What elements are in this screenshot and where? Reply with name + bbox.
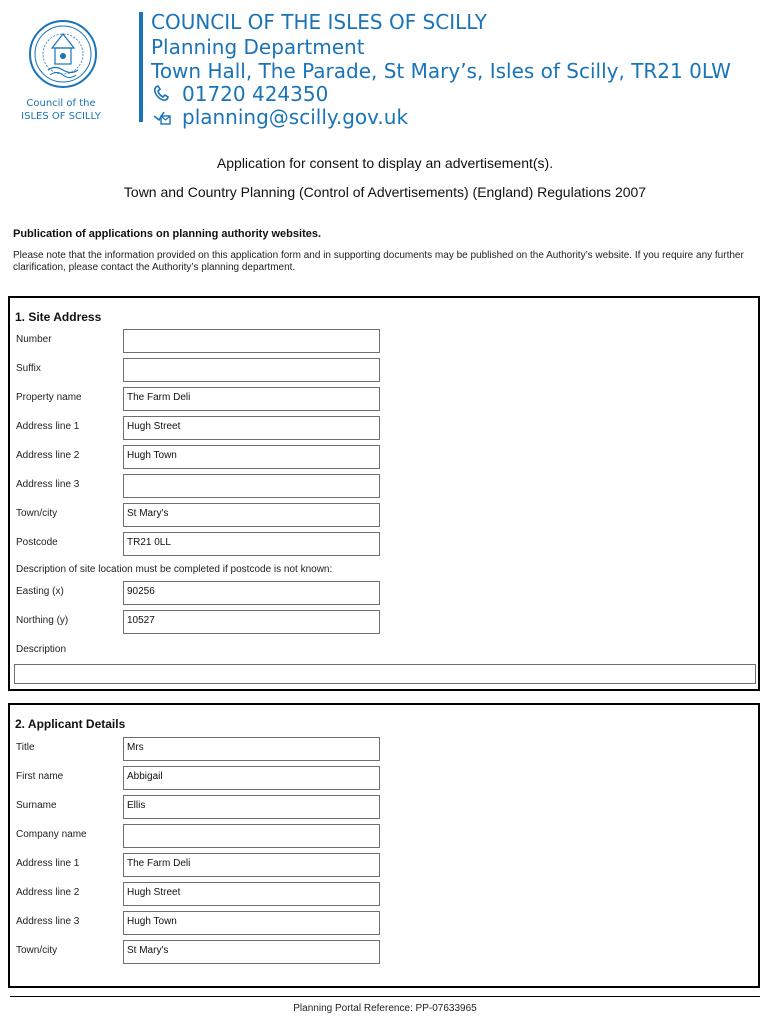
applicant-address-line1-field[interactable]: The Farm Deli <box>123 853 380 877</box>
section-title: 1. Site Address <box>15 310 102 324</box>
applicant-address-line2-field[interactable]: Hugh Street <box>123 882 380 906</box>
field-label: Address line 3 <box>16 479 80 490</box>
field-label: Description <box>16 644 67 655</box>
applicant-details-section <box>8 703 760 988</box>
applicant-town-city-field[interactable]: St Mary's <box>123 940 380 964</box>
field-label: Title <box>16 742 35 753</box>
email-address[interactable]: planning@scilly.gov.uk <box>182 105 409 129</box>
form-title: Application for consent to display an advertisement(s). <box>216 155 554 171</box>
company-name-field[interactable] <box>123 824 380 848</box>
surname-field[interactable]: Ellis <box>123 795 380 819</box>
department-name: Planning Department <box>151 35 365 59</box>
field-label: Property name <box>16 392 82 403</box>
council-seal-icon <box>28 12 98 96</box>
field-label: Surname <box>16 800 57 811</box>
council-address: Town Hall, The Parade, St Mary’s, Isles of Scilly, TR21 0LW <box>151 59 731 83</box>
location-note: Description of site location must be completed if postcode is not known: <box>16 564 333 575</box>
field-label: Number <box>16 334 52 345</box>
section-title: 2. Applicant Details <box>15 717 126 731</box>
easting-field[interactable]: 90256 <box>123 581 380 605</box>
regulations-title: Town and Country Planning (Control of Advertisements) (England) Regulations 2007 <box>123 184 647 200</box>
field-label: First name <box>16 771 64 782</box>
seal-caption-line2: ISLES OF SCILLY <box>21 111 101 122</box>
field-label: Postcode <box>16 537 58 548</box>
field-label: Town/city <box>16 945 58 956</box>
applicant-address-line3-field[interactable]: Hugh Town <box>123 911 380 935</box>
number-field[interactable] <box>123 329 380 353</box>
seal-caption-line1: Council of the <box>26 98 96 109</box>
field-label: Town/city <box>16 508 58 519</box>
address-line1-field[interactable]: Hugh Street <box>123 416 380 440</box>
suffix-field[interactable] <box>123 358 380 382</box>
publication-heading: Publication of applications on planning authority websites. <box>13 228 322 240</box>
town-city-field[interactable]: St Mary's <box>123 503 380 527</box>
first-name-field[interactable]: Abbigail <box>123 766 380 790</box>
field-label: Address line 1 <box>16 421 80 432</box>
field-label: Company name <box>16 829 87 840</box>
site-address-section <box>8 296 760 691</box>
field-label: Address line 3 <box>16 916 80 927</box>
field-label: Northing (y) <box>16 615 69 626</box>
phone-number: 01720 424350 <box>182 82 329 106</box>
property-name-field[interactable]: The Farm Deli <box>123 387 380 411</box>
northing-field[interactable]: 10527 <box>123 610 380 634</box>
footer-divider <box>10 996 760 997</box>
field-label: Address line 2 <box>16 450 80 461</box>
letterhead <box>0 0 770 135</box>
email-icon <box>152 107 172 127</box>
portal-reference: Planning Portal Reference: PP-07633965 <box>293 1003 477 1014</box>
seal-caption <box>14 97 108 123</box>
council-name: COUNCIL OF THE ISLES OF SCILLY <box>151 10 487 34</box>
publication-note: Please note that the information provided on this application form and in supporting documents may be published on the Authority’s website. If you require any further clarification, please contact the Authority’s planning department. <box>13 250 744 273</box>
postcode-field[interactable]: TR21 0LL <box>123 532 380 556</box>
phone-icon <box>152 83 172 103</box>
field-label: Suffix <box>16 363 41 374</box>
field-label: Easting (x) <box>16 586 64 597</box>
field-label: Address line 2 <box>16 887 80 898</box>
description-field[interactable] <box>14 664 756 684</box>
address-line2-field[interactable]: Hugh Town <box>123 445 380 469</box>
address-line3-field[interactable] <box>123 474 380 498</box>
applicant-title-field[interactable]: Mrs <box>123 737 380 761</box>
header-divider <box>139 12 143 122</box>
field-label: Address line 1 <box>16 858 80 869</box>
